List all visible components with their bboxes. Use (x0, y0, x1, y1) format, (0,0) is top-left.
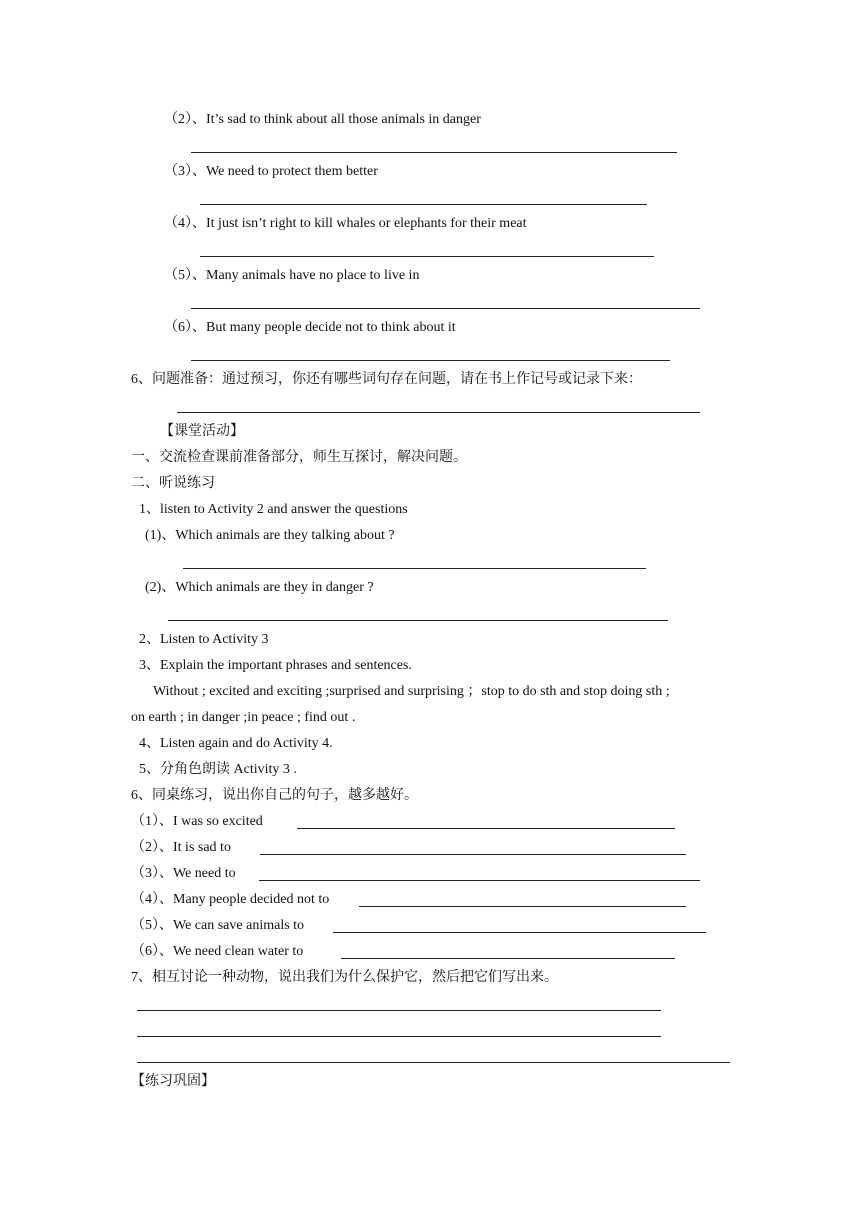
class-activity-heading: 【课堂活动】 (160, 424, 244, 439)
pair-item-1: （1）、I was so excited (131, 814, 263, 829)
question-1: (1)、Which animals are they talking about ? (145, 528, 395, 543)
answer-line (183, 568, 646, 569)
listen-item-1: 1、listen to Activity 2 and answer the questions (139, 502, 408, 517)
pair-item-4: （4）、Many people decided not to (131, 892, 330, 907)
answer-line (177, 412, 700, 413)
listen-item-5: 5、分角色朗读 Activity 3 . (139, 762, 297, 777)
answer-line (297, 828, 675, 829)
part-2-heading: 二、听说练习 (131, 476, 215, 491)
pair-item-5: （5）、We can save animals to (131, 918, 305, 933)
listen-item-2: 2、Listen to Activity 3 (139, 632, 269, 647)
phrases-line-2: on earth ; in danger ;in peace ; find out . (131, 710, 356, 725)
answer-line (191, 308, 700, 309)
pair-item-6: （6）、We need clean water to (131, 944, 304, 959)
answer-line (191, 360, 670, 361)
sentence-item-3: （3）、We need to protect them better (164, 164, 378, 179)
answer-line (168, 620, 668, 621)
discussion-title: 7、相互讨论一种动物，说出我们为什么保护它，然后把它们写出来。 (131, 970, 558, 985)
pair-practice-title: 6、同桌练习，说出你自己的句子，越多越好。 (131, 788, 418, 803)
answer-line (341, 958, 675, 959)
answer-line (200, 256, 654, 257)
sentence-item-5: （5）、Many animals have no place to live in (164, 268, 420, 283)
answer-line (137, 1010, 661, 1011)
section-6-title: 6、问题准备：通过预习，你还有哪些词句存在问题，请在书上作记号或记录下来： (131, 372, 642, 387)
answer-line (333, 932, 706, 933)
sentence-item-6: （6）、But many people decide not to think about it (164, 320, 456, 335)
pair-item-3: （3）、We need to (131, 866, 236, 881)
listen-item-4: 4、Listen again and do Activity 4. (139, 736, 333, 751)
practice-heading: 【练习巩固】 (131, 1074, 215, 1089)
part-1-text: 一、交流检查课前准备部分，师生互探讨，解决问题。 (131, 450, 467, 465)
listen-item-3: 3、Explain the important phrases and sentences. (139, 658, 412, 673)
answer-line (137, 1062, 730, 1063)
sentence-item-4: （4）、It just isn’t right to kill whales or elephants for their meat (164, 216, 527, 231)
answer-line (191, 152, 677, 153)
answer-line (260, 854, 686, 855)
answer-line (359, 906, 686, 907)
sentence-item-2: （2）、It’s sad to think about all those animals in danger (164, 112, 481, 127)
phrases-line-1: Without ; excited and exciting ;surprised and surprising ；stop to do sth and stop doing sth ; (153, 684, 670, 699)
answer-line (259, 880, 700, 881)
pair-item-2: （2）、It is sad to (131, 840, 231, 855)
answer-line (200, 204, 647, 205)
question-2: (2)、Which animals are they in danger ? (145, 580, 374, 595)
answer-line (137, 1036, 661, 1037)
